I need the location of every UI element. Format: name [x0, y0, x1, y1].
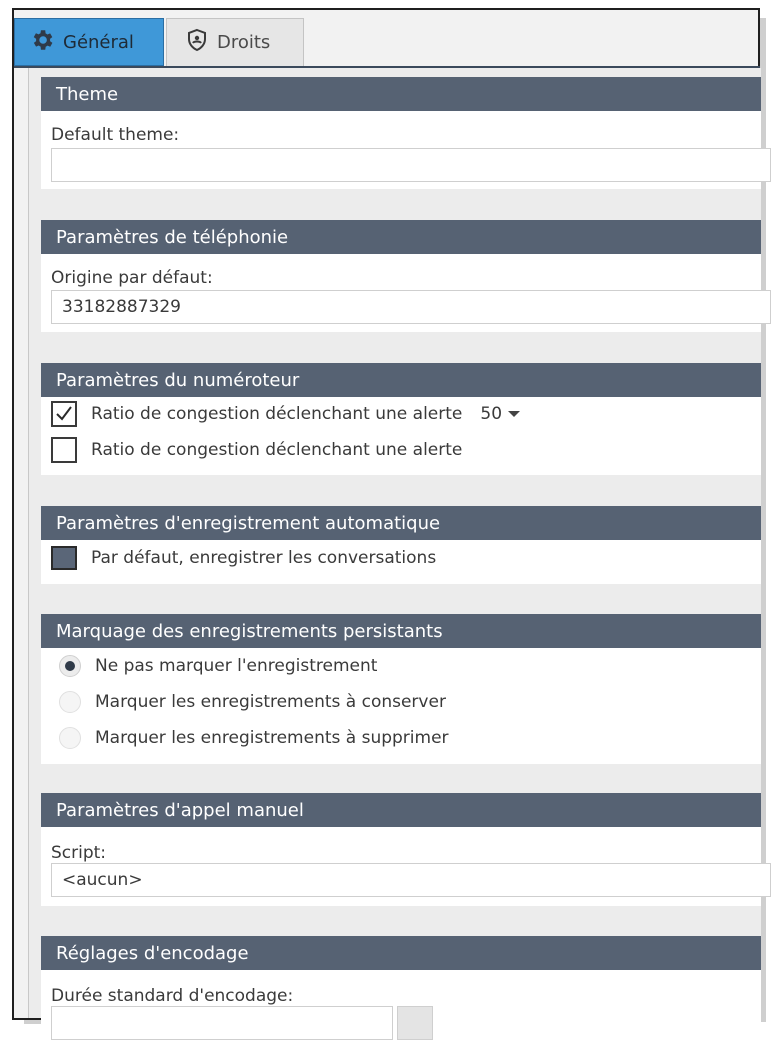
check-icon [55, 405, 73, 423]
telephony-section [41, 220, 761, 332]
encoding-section [41, 936, 761, 1026]
gear-icon [29, 27, 63, 58]
section-header: Paramètres du numéroteur [41, 363, 761, 397]
congestion-alert-label-1: Ratio de congestion déclenchant une alerte [91, 404, 463, 424]
theme-section [41, 77, 761, 189]
marking-option-2[interactable] [51, 687, 446, 717]
section-header: Marquage des enregistrements persistants [41, 614, 761, 648]
origin-label: Origine par défaut: [51, 268, 213, 288]
autorecord-row [51, 543, 436, 573]
encoding-duration-label: Durée standard d'encodage: [51, 986, 294, 1006]
congestion-alert-row-1 [51, 399, 520, 429]
congestion-alert-label-2: Ratio de congestion déclenchant une alerte [91, 440, 463, 460]
radio-button-selected[interactable] [59, 655, 81, 677]
tab-bar [14, 18, 760, 68]
congestion-ratio-dropdown[interactable] [480, 404, 520, 424]
autorecord-section [41, 506, 761, 584]
congestion-alert-row-2 [51, 435, 462, 465]
tab-droits[interactable] [166, 18, 304, 66]
autorecord-checkbox[interactable] [51, 546, 77, 570]
congestion-alert-checkbox-2[interactable] [51, 437, 77, 463]
radio-button[interactable] [59, 691, 81, 713]
encoding-duration-input[interactable] [51, 1006, 393, 1040]
marking-option-label: Marquer les enregistrements à conserver [95, 692, 446, 712]
caret-down-icon [508, 411, 520, 417]
manualcall-section [41, 793, 761, 906]
default-theme-input[interactable] [51, 148, 771, 182]
section-header: Theme [41, 77, 761, 111]
congestion-alert-checkbox-1[interactable] [51, 401, 77, 427]
section-header: Réglages d'encodage [41, 936, 761, 970]
marking-option-1[interactable] [51, 651, 377, 681]
marking-option-label: Ne pas marquer l'enregistrement [95, 656, 378, 676]
script-label: Script: [51, 843, 107, 863]
encoding-duration-button[interactable] [397, 1006, 433, 1040]
dialer-section [41, 363, 761, 475]
congestion-ratio-value: 50 [480, 404, 503, 424]
tab-general-label: Général [63, 31, 134, 53]
section-header: Paramètres d'enregistrement automatique [41, 506, 761, 540]
origin-input[interactable]: 33182887329 [51, 290, 771, 324]
marking-section [41, 614, 761, 764]
marking-option-label: Marquer les enregistrements à supprimer [95, 728, 449, 748]
shield-icon [185, 28, 217, 57]
tab-general[interactable] [14, 18, 164, 66]
autorecord-label: Par défaut, enregistrer les conversations [91, 548, 437, 568]
settings-content [28, 68, 761, 1018]
default-theme-label: Default theme: [51, 125, 180, 145]
marking-option-3[interactable] [51, 723, 449, 753]
section-header: Paramètres d'appel manuel [41, 793, 761, 827]
script-select[interactable]: <aucun> [51, 863, 771, 897]
section-header: Paramètres de téléphonie [41, 220, 761, 254]
tab-droits-label: Droits [217, 32, 271, 53]
radio-button[interactable] [59, 727, 81, 749]
